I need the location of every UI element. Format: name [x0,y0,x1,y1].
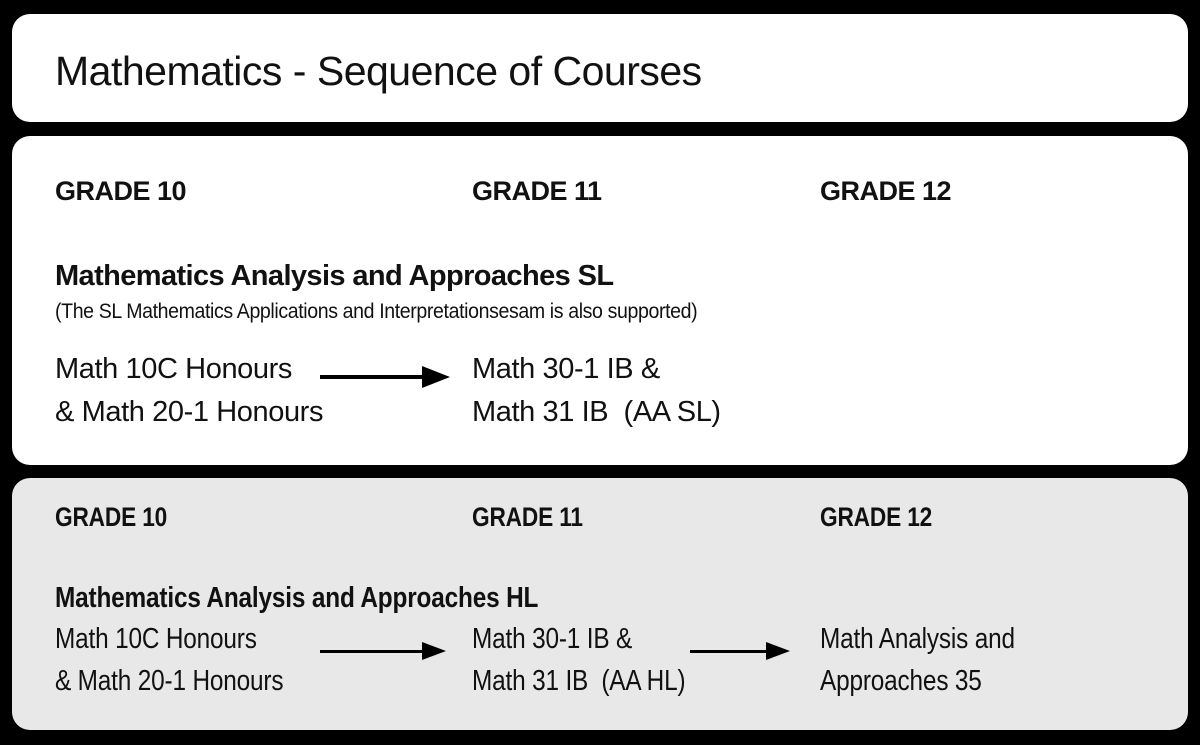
sl-sequence-panel [12,136,1188,465]
hl-flow-arrow-1 [320,642,446,660]
hl-grade-10-header: GRADE 10 [55,502,168,532]
title-panel [12,14,1188,122]
hl-grade11-course-step [472,618,685,702]
hl-sequence-panel [12,478,1188,730]
sl-grade-10-header: GRADE 10 [55,176,187,206]
arrow-head-icon [422,642,446,660]
hl-grade-11-header: GRADE 11 [472,502,583,532]
course-line: Math 10C Honours [55,353,292,385]
sl-grade11-course-step [472,348,721,434]
arrow-line [320,650,422,653]
arrow-line [690,650,766,653]
sl-grade-12-header: GRADE 12 [820,176,952,206]
hl-grade-12-header: GRADE 12 [820,502,933,532]
hl-grade12-course-step [820,618,1015,702]
hl-flow-arrow-2 [690,642,790,660]
page-title: Mathematics - Sequence of Courses [55,48,702,94]
course-line: Approaches 35 [820,665,982,697]
course-line: Math 10C Honours [55,623,257,655]
sl-section-subheading: (The SL Mathematics Applications and Interpretationsesam is also supported) [55,300,698,323]
hl-section-heading: Mathematics Analysis and Approaches HL [55,582,539,614]
sl-flow-arrow [320,366,450,388]
course-line: Math 30-1 IB & [472,353,660,385]
arrow-head-icon [766,642,790,660]
course-line: Math Analysis and [820,623,1015,655]
course-line: & Math 20-1 Honours [55,665,284,697]
arrow-head-icon [422,366,450,388]
course-line: & Math 20-1 Honours [55,396,324,428]
course-line: Math 31 IB (AA SL) [472,396,721,428]
sl-grade10-course-step [55,348,323,434]
arrow-line [320,375,422,379]
sl-section-heading: Mathematics Analysis and Approaches SL [55,260,614,292]
sl-grade-11-header: GRADE 11 [472,176,602,206]
course-line: Math 31 IB (AA HL) [472,665,686,697]
hl-grade10-course-step [55,618,283,702]
course-line: Math 30-1 IB & [472,623,633,655]
